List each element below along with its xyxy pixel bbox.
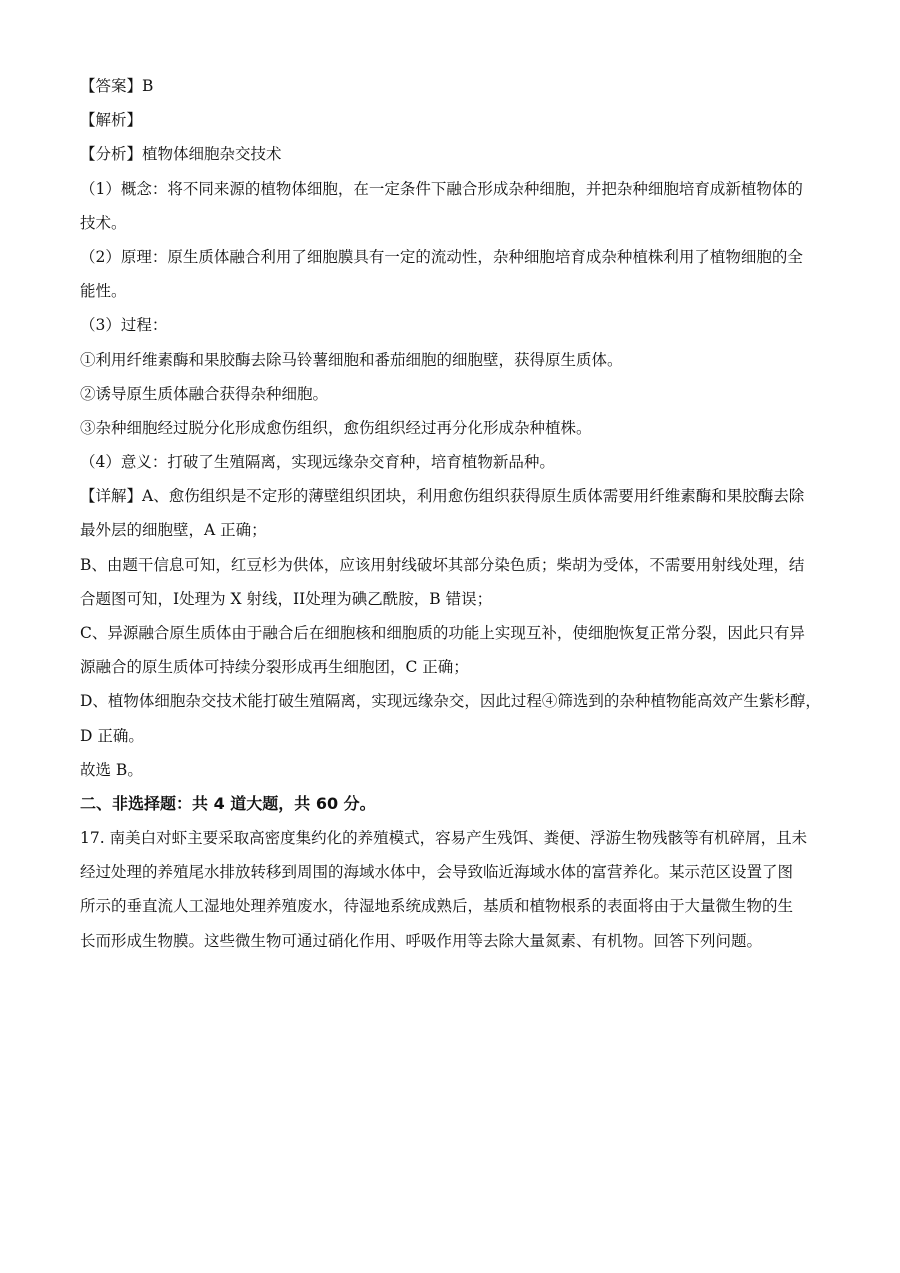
process-step-3: ③杂种细胞经过脱分化形成愈伤组织，愈伤组织经过再分化形成杂种植株。 <box>80 418 592 437</box>
process-label: （3）过程： <box>80 316 168 335</box>
conclusion-line: 故选 B。 <box>80 760 143 779</box>
detail-c-line-1: C、异源融合原生质体由于融合后在细胞核和细胞质的功能上实现互补，使细胞恢复正常分裂，因此只有异 <box>80 624 805 642</box>
question-17-line-4: 长而形成生物膜。这些微生物可通过硝化作用、呼吸作用等去除大量氮素、有机物。回答下列问题。 <box>80 931 763 950</box>
document-page <box>80 74 825 963</box>
concept-line-1: （1）概念：将不同来源的植物体细胞，在一定条件下融合形成杂种细胞，并把杂种细胞培育成新植物体的 <box>80 179 803 198</box>
analysis-label: 【解析】 <box>80 111 143 130</box>
detail-d-line-2: D 正确。 <box>80 726 144 745</box>
question-17-line-3: 所示的垂直流人工湿地处理养殖废水，待湿地系统成熟后，基质和植物根系的表面将由于大量微生物的生 <box>80 897 794 916</box>
detail-c-line-2: 源融合的原生质体可持续分裂形成再生细胞团，C 正确； <box>80 658 469 677</box>
principle-line-1: （2）原理：原生质体融合利用了细胞膜具有一定的流动性，杂种细胞培育成杂种植株利用了植物细胞的全 <box>80 247 803 266</box>
analysis-topic: 【分析】植物体细胞杂交技术 <box>80 145 282 164</box>
detail-d-line-1: D、植物体细胞杂交技术能打破生殖隔离，实现远缘杂交，因此过程④筛选到的杂种植物能高效产生紫杉醇， <box>80 692 821 711</box>
detail-a-line-2: 最外层的细胞壁，A 正确； <box>80 521 267 540</box>
concept-line-2: 技术。 <box>80 213 127 232</box>
process-step-2: ②诱导原生质体融合获得杂种细胞。 <box>80 384 329 403</box>
question-17-line-1: 17. 南美白对虾主要采取高密度集约化的养殖模式，容易产生残饵、粪便、浮游生物残骸等有机碎屑，且未 <box>80 828 808 847</box>
answer-line: 【答案】B <box>80 77 154 95</box>
detail-b-line-2: 合题图可知，I处理为 X 射线，II处理为碘乙酰胺，B 错误； <box>80 589 493 608</box>
detail-b-line-1: B、由题干信息可知，红豆杉为供体，应该用射线破坏其部分染色质；柴胡为受体，不需要用射线处理，结 <box>80 555 805 574</box>
question-17-line-2: 经过处理的养殖尾水排放转移到周围的海域水体中，会导致临近海域水体的富营养化。某示范区设置了图 <box>80 863 794 882</box>
principle-line-2: 能性。 <box>80 282 127 301</box>
significance-line: （4）意义：打破了生殖隔离，实现远缘杂交育种，培育植物新品种。 <box>80 453 555 472</box>
section-heading: 二、非选择题：共 4 道大题，共 60 分。 <box>80 793 376 813</box>
detail-a-line-1: 【详解】A、愈伤组织是不定形的薄壁组织团块，利用愈伤组织获得原生质体需要用纤维素酶和果胶酶去除 <box>80 487 805 506</box>
process-step-1: ①利用纤维素酶和果胶酶去除马铃薯细胞和番茄细胞的细胞壁，获得原生质体。 <box>80 350 623 369</box>
